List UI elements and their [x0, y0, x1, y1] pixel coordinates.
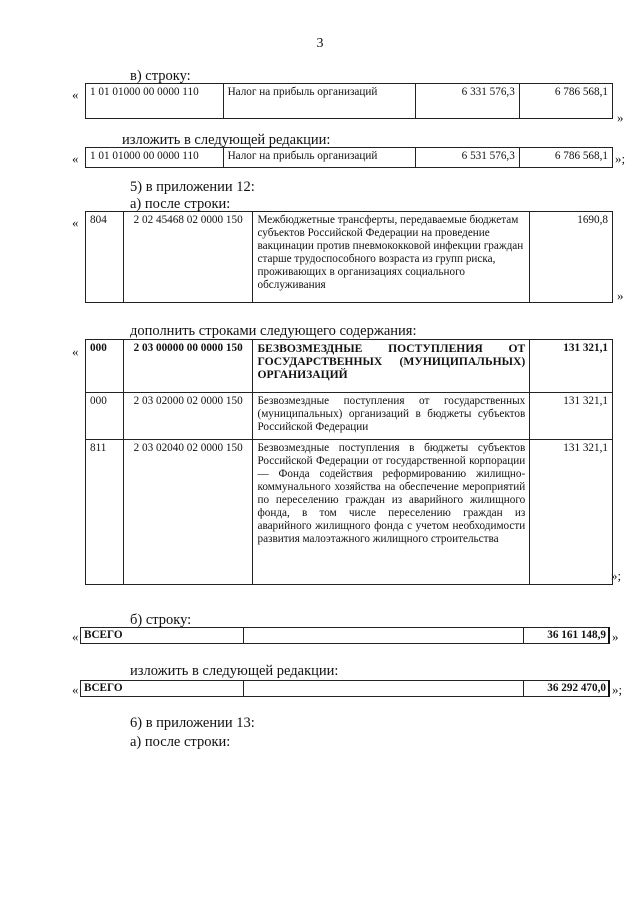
close-quote: » [612, 629, 619, 644]
total-value: 36 292 470,0 [523, 681, 609, 697]
code-cell: 1 01 01000 00 0000 110 [86, 148, 224, 168]
value-cell: 6 786 568,1 [519, 84, 612, 119]
value-cell: 6 531 576,3 [415, 148, 519, 168]
value-cell: 1690,8 [530, 212, 613, 303]
admin-cell: 804 [86, 212, 124, 303]
table-row [81, 628, 610, 644]
page-number: 3 [316, 36, 324, 51]
code-cell: 2 03 00000 00 0000 150 [123, 340, 253, 393]
open-quote: « [72, 215, 79, 230]
close-quote: »; [612, 682, 623, 697]
after-row-text: а) после строки: [130, 196, 231, 212]
close-quote: »; [611, 568, 622, 583]
open-quote: « [72, 682, 79, 697]
table-row [86, 340, 613, 393]
table-row [86, 84, 613, 119]
code-cell: 1 01 01000 00 0000 110 [86, 84, 224, 119]
table-row [86, 440, 613, 585]
name-cell: Налог на прибыль организаций [223, 84, 415, 119]
intro-text: в) строку: [130, 68, 191, 84]
total-new-table [80, 680, 610, 697]
value-cell: 6 786 568,1 [519, 148, 612, 168]
admin-cell: 811 [86, 440, 124, 585]
value-cell: 131 321,1 [530, 440, 613, 585]
open-quote: « [72, 344, 79, 359]
name-cell: Безвозмездные поступления от государственных (муниципальных) организаций в бюджеты субъектов Российской Федерации [253, 393, 530, 440]
total-label: ВСЕГО [81, 681, 244, 697]
name-cell: Безвозмездные поступления в бюджеты субъектов Российской Федерации от государственной корпорации — Фонда содействия реформированию жилищно-коммунального хозяйства на обеспечение мероприятий по переселению граждан из аварийного жилищного фонда, в том числе переселению граждан из аварийного жилищного фонда с учетом необходимости развития малоэтажного жилищного строительства [253, 440, 530, 585]
total-label: ВСЕГО [81, 628, 244, 644]
total-old-table [80, 627, 610, 644]
name-cell: Налог на прибыль организаций [223, 148, 415, 168]
code-cell: 2 03 02000 02 0000 150 [123, 393, 253, 440]
after-row-text: а) после строки: [130, 734, 231, 750]
total-value: 36 161 148,9 [523, 628, 609, 644]
open-quote: « [72, 87, 79, 102]
added-rows-table [85, 339, 613, 585]
admin-cell: 000 [86, 393, 124, 440]
add-rows-text: дополнить строками следующего содержания: [130, 323, 417, 339]
b-row-text: б) строку: [130, 612, 192, 628]
table-row [81, 681, 610, 697]
empty-cell [243, 628, 523, 644]
new-tax-row-table [85, 147, 613, 168]
section-6-heading: 6) в приложении 13: [130, 715, 255, 731]
old-tax-row-table [85, 83, 613, 119]
replace-text: изложить в следующей редакции: [122, 132, 331, 148]
code-cell: 2 02 45468 02 0000 150 [123, 212, 253, 303]
empty-cell [243, 681, 523, 697]
open-quote: « [72, 151, 79, 166]
table-row [86, 393, 613, 440]
open-quote: « [72, 629, 79, 644]
replace-total-text: изложить в следующей редакции: [130, 663, 339, 679]
name-cell: БЕЗВОЗМЕЗДНЫЕ ПОСТУПЛЕНИЯ ОТ ГОСУДАРСТВЕННЫХ (МУНИЦИПАЛЬНЫХ) ОРГАНИЗАЦИЙ [253, 340, 530, 393]
close-quote: » [617, 110, 624, 125]
table-row [86, 148, 613, 168]
name-cell: Межбюджетные трансферты, передаваемые бюджетам субъектов Российской Федерации на проведение вакцинации против пневмококковой инфекции граждан старше трудоспособного возраста из групп риска, проживающих в организациях социального обслуживания [253, 212, 530, 303]
table-row [86, 212, 613, 303]
value-cell: 6 331 576,3 [415, 84, 519, 119]
close-quote: »; [615, 151, 626, 166]
code-cell: 2 03 02040 02 0000 150 [123, 440, 253, 585]
vaccination-row-table [85, 211, 613, 303]
value-cell: 131 321,1 [530, 393, 613, 440]
close-quote: » [617, 288, 624, 303]
admin-cell: 000 [86, 340, 124, 393]
section-5-heading: 5) в приложении 12: [130, 179, 255, 195]
value-cell: 131 321,1 [530, 340, 613, 393]
